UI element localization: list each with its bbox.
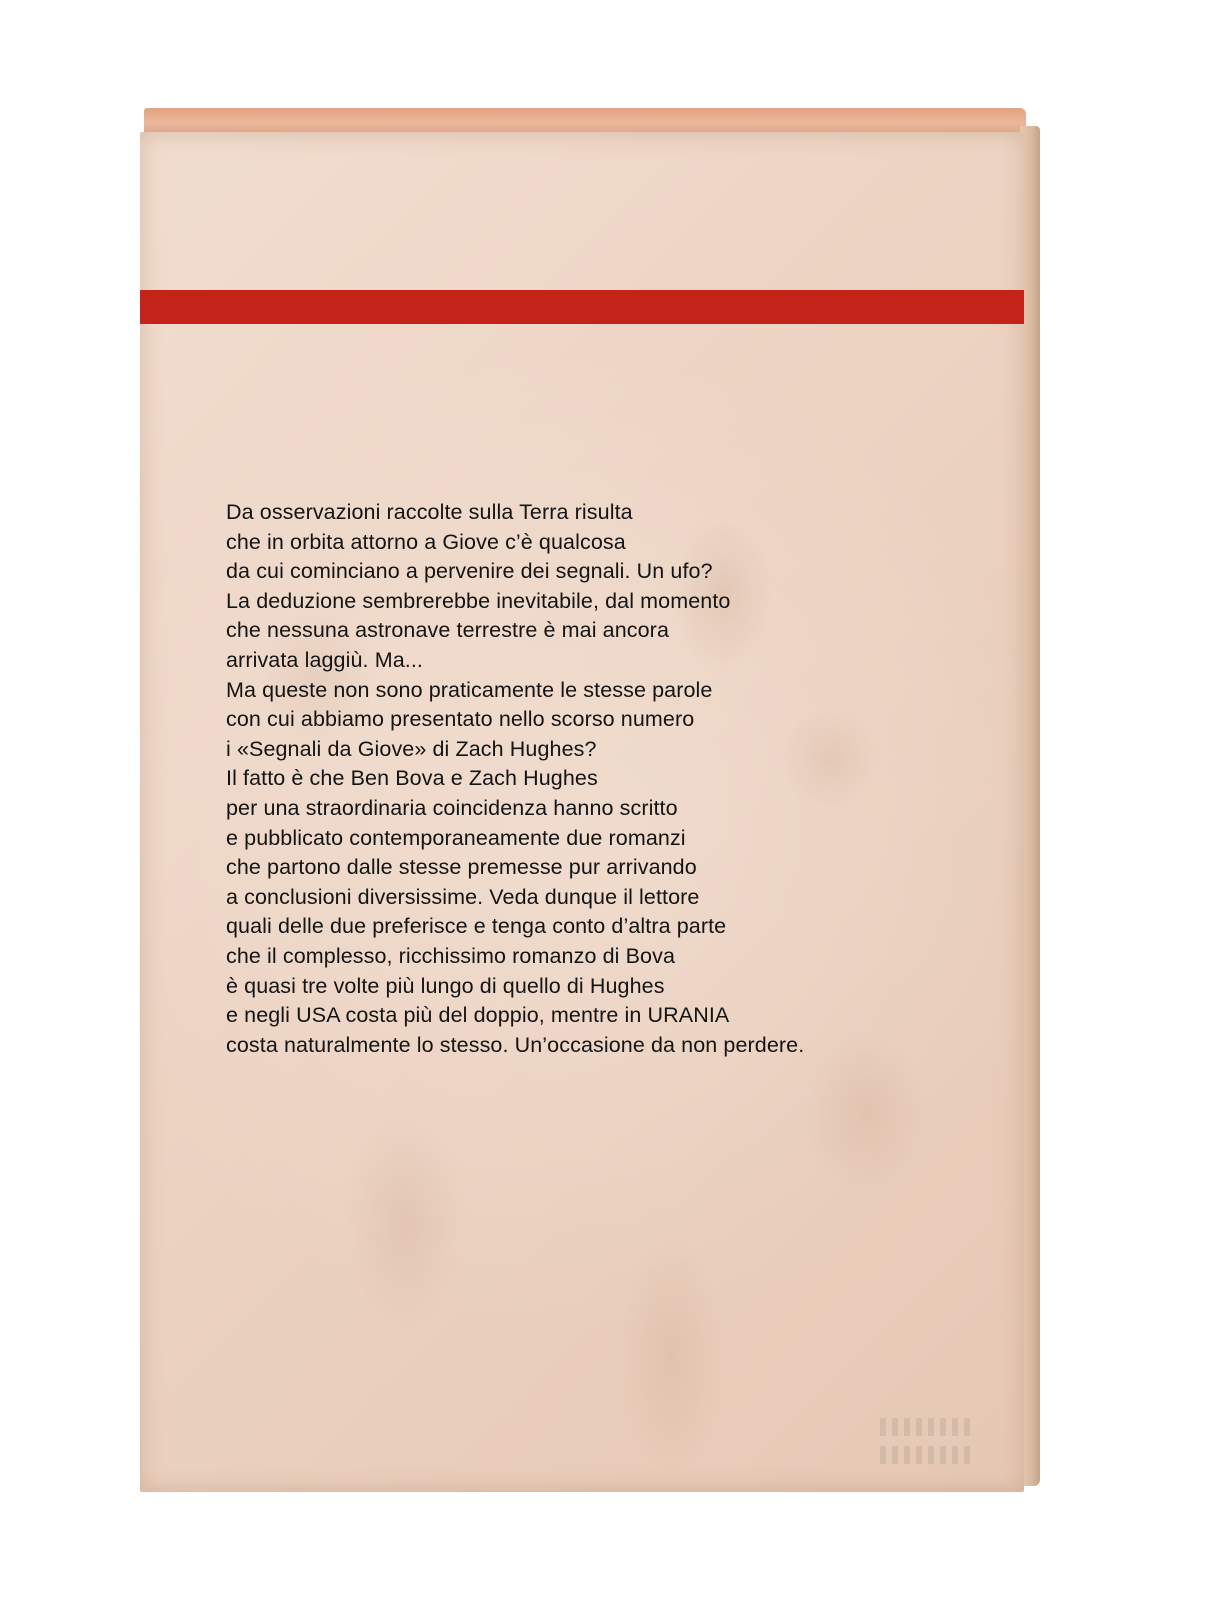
blurb-line: e negli USA costa più del doppio, mentre in URANIA [226, 1003, 730, 1028]
blurb-line: che il complesso, ricchissimo romanzo di Bova [226, 943, 675, 968]
blurb-line: per una straordinaria coincidenza hanno scritto [226, 795, 678, 820]
blurb-line: costa naturalmente lo stesso. Un’occasione da non perdere. [226, 1032, 805, 1057]
blurb-line: che in orbita attorno a Giove c’è qualcosa [226, 529, 626, 554]
blurb-line: Ma queste non sono praticamente le stesse parole [226, 677, 713, 702]
blurb-text [226, 498, 804, 1060]
red-stripe [140, 290, 1024, 324]
faded-barcode-mark [880, 1418, 976, 1474]
blurb-line: da cui cominciano a pervenire dei segnali. Un ufo? [226, 559, 713, 584]
blurb-line: con cui abbiamo presentato nello scorso numero [226, 707, 695, 732]
blurb-line: arrivata laggiù. Ma... [226, 647, 423, 672]
blurb-line: i «Segnali da Giove» di Zach Hughes? [226, 736, 597, 761]
blurb-line: che nessuna astronave terrestre è mai ancora [226, 618, 669, 643]
blurb-line: a conclusioni diversissime. Veda dunque il lettore [226, 884, 700, 909]
blurb-line: La deduzione sembrerebbe inevitabile, dal momento [226, 588, 731, 613]
blurb-line: Da osservazioni raccolte sulla Terra risulta [226, 500, 633, 524]
blurb-line: che partono dalle stesse premesse pur arrivando [226, 855, 697, 880]
blurb-line: Il fatto è che Ben Bova e Zach Hughes [226, 766, 598, 791]
blurb-line: quali delle due preferisce e tenga conto d’altra parte [226, 914, 727, 939]
blurb-line: è quasi tre volte più lungo di quello di Hughes [226, 973, 665, 998]
blurb-line: e pubblicato contemporaneamente due romanzi [226, 825, 686, 850]
back-cover [140, 132, 1024, 1492]
paperback-book [140, 108, 1040, 1498]
